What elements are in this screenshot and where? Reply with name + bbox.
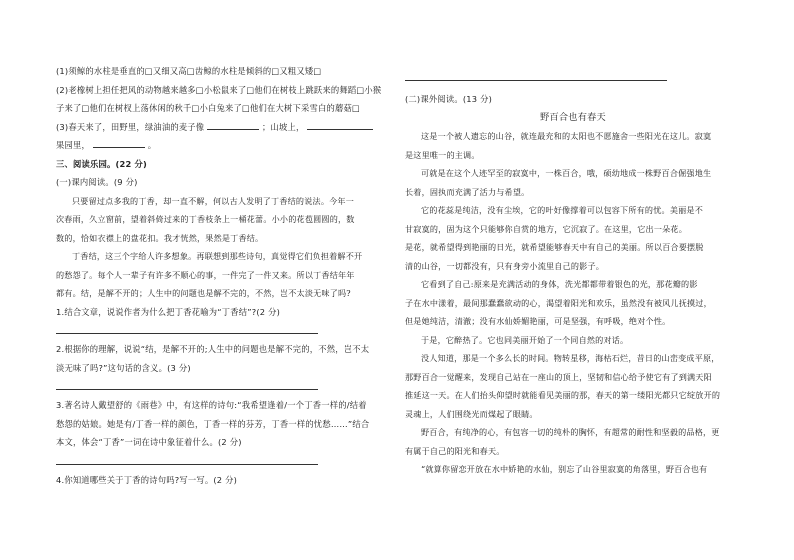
fill-in-line2-prefix: 果园里， (56, 140, 90, 150)
passage-line: 丁香结，这三个字给人许多想象。再联想到那些诗句，真觉得它们负担着解不开 (72, 251, 363, 261)
passage-line: 是这里唯一的主调。 (405, 149, 480, 160)
passage-line: 没人知道，那是一个多么长的时间。物转星移，海枯石烂，昔日的山峦变成平原， (421, 353, 720, 363)
punctuation-item-1: (1)须鲸的水柱是垂直的□又细又高□齿鲸的水柱是倾斜的□又粗又矮□ (56, 66, 322, 76)
question-3-cont: 本文，体会“丁香”一词在诗中象征着什么。(2 分) (56, 437, 242, 447)
answer-line-top-right[interactable] (405, 80, 667, 81)
passage-title: 野百合也有春天 (540, 111, 606, 123)
passage-line: 子在水中漾着，最间那蠢蠢欲动的心，渴望着阳光和欢乐，虽然没有被风儿抚摸过， (405, 297, 712, 308)
passage-line: 数的，恰如衣襟上的盘花扣。我才恍然，果然是丁香结。 (56, 232, 264, 243)
question-4: 4.你知道哪些关于丁香的诗句吗?写一写。(2 分) (56, 474, 238, 485)
passage-line: 但是她纯洁，清澈；没有水仙娇媚艳丽，可是坚强，有呼吸，绝对个性。 (405, 316, 671, 326)
answer-line-3[interactable] (56, 464, 318, 465)
fill-in-end: 。 (147, 140, 157, 150)
punctuation-item-2-text: (2)老橡树上担任把风的动物越来越多□小松鼠来了□他们在树枝上跳跃来的舞蹈□小猴子来了□他们在树杈上荡休闲的秋千□小白兔来了□他们在大树下采雪白的蘑菇□ (56, 84, 382, 113)
fill-in-mid: ；山坡上， (262, 121, 305, 132)
passage-line: 是花，就希望得到艳丽的日光，就希望能够春天中有自己的美丽。所以百合要摆脱 (405, 242, 704, 252)
passage-line: 它的花蕊是纯洁，没有尘埃，它的叶好像撑着可以包容下所有的忧。美丽是不 (421, 205, 703, 215)
passage-line: 它看到了自己:原来是充满活动的身体，洗光都都带着银色的光，那花瓣的影 (421, 279, 698, 289)
fill-in-item-3-line2 (56, 136, 388, 155)
question-1: 1.结合文章，说说作者为什么把丁香花喻为“丁香结”?(2 分) (56, 306, 281, 317)
passage-line: 甘寂寞的，固为这个只能够你自赏的地方，它沉寂了。在这里，它出一朵花。 (405, 223, 687, 234)
subheading-extra-reading: (二)课外阅读。(13 分) (405, 94, 493, 104)
passage-line: 的愁怨了。每个人一辈子有许多不顺心的事，一件完了一件又来。所以丁香结年年 (56, 269, 355, 280)
fill-in-prefix: (3)春天来了，田野里，绿油油的麦子像 (56, 121, 205, 132)
blank-orchard[interactable] (93, 138, 145, 148)
passage-line: 野百合，有纯净的心，有包容一切的纯朴的胸怀，有超常的耐性和坚毅的品格，更 (421, 427, 720, 437)
passage-line: 这是一个被人遗忘的山谷，就连最充和的太阳也不愿施舍一些阳光在这儿。寂寞 (421, 131, 712, 141)
section-heading: 三、阅读乐园。(22 分) (56, 158, 147, 169)
blank-wheat[interactable] (207, 120, 259, 130)
passage-line: 长着，固执而充满了活力与希望。 (405, 186, 530, 197)
question-2: 2.根据你的理解，说说“结，是解不开的;人生中的问题也是解不完的，不然，岂不太 (56, 344, 370, 354)
passage-line: 都有。结，是解不开的；人生中的问题也是解不完的，不然，岂不太淡无味了吗? (56, 288, 351, 298)
question-2-cont: 淡无味了吗?”这句话的含义。(3 分) (56, 362, 191, 373)
answer-line-2[interactable] (56, 389, 318, 390)
passage-line: 推延这一天。在人们抬头仰望时就能看见美丽的那，春天的第一缕阳光都只它绽放开的 (405, 390, 721, 400)
question-3: 3.著名诗人戴望舒的《雨巷》中，有这样的诗句:“我希望逢着/一个丁香一样的/结着 (56, 400, 367, 410)
punctuation-item-2 (56, 81, 388, 118)
left-column (56, 62, 388, 489)
right-column (405, 90, 741, 479)
passage-line: 清的山谷，一切都没有，只有身旁小流里自己的影子。 (405, 260, 605, 271)
question-3-cont: 愁怨的姑娘。她是有/丁香一样的颜色，丁香一样的芬芳，丁香一样的忧愁……”结合 (56, 418, 370, 429)
subheading-in-class: (一)课内阅读。(9 分) (56, 177, 138, 187)
answer-line-1[interactable] (56, 333, 318, 334)
passage-line: 有属于自己的阳光和春天。 (405, 445, 505, 456)
passage-line: “就算你留恋开放在水中娇艳的水仙，别忘了山谷里寂寞的角落里，野百合也有 (421, 464, 708, 474)
passage-line: 可就是在这个人迹罕至的寂寞中，一株百合，哦，硕幼地成一株野百合倔强地生 (421, 168, 712, 178)
passage-line: 只要留过点多我的丁香，却一直不解，何以古人发明了丁香结的说法。今年一 (72, 195, 354, 206)
passage-line: 于是，它醉热了。它也同美丽开始了一个同自然的对话。 (421, 334, 629, 345)
passage-line: 灵魂上，人们围绕光而煤起了眼睛。 (405, 408, 538, 419)
blank-hillside[interactable] (307, 120, 373, 130)
passage-line: 次春雨，久立窗前，望着斜倚过来的丁香枝条上一桶花蕾。小小的花苞圆圆的，数 (56, 214, 355, 224)
fill-in-item-3 (56, 118, 388, 137)
passage-line: 那野百合一觉醒来，发现自己站在一座山的顶上，坚韧和信心给予使它有了到满天阳 (405, 371, 712, 382)
